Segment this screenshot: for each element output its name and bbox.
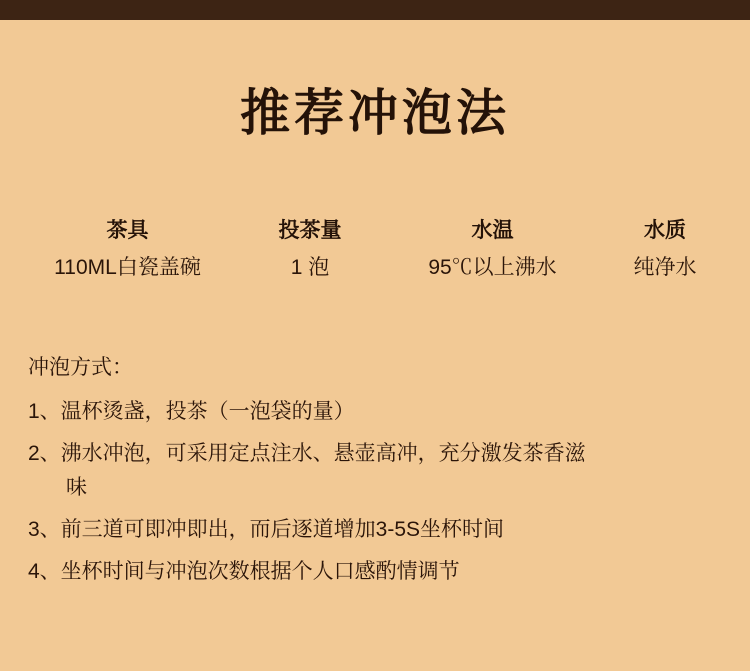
- instruction-line-continued: 味: [66, 475, 87, 499]
- spec-value: 纯净水: [633, 256, 697, 280]
- instructions-heading: 冲泡方式：: [28, 356, 133, 379]
- spec-item-water-temperature: [385, 218, 600, 280]
- page-title: 推荐冲泡法: [240, 83, 510, 142]
- spec-label: 投茶量: [278, 219, 342, 242]
- spec-label: 水质: [644, 219, 686, 242]
- list-item: [28, 513, 728, 547]
- instruction-line: 3、前三道可即冲即出，而后逐道增加3-5S坐杯时间: [28, 517, 505, 541]
- top-divider-bar: [0, 0, 750, 20]
- spec-item-teaware: [20, 218, 235, 280]
- spec-item-tea-amount: [235, 218, 385, 280]
- instruction-line: 4、坐杯时间与冲泡次数根据个人口感酌情调节: [28, 559, 460, 583]
- spec-label: 水温: [471, 219, 514, 242]
- spec-item-water-quality: [600, 218, 730, 280]
- instruction-line: 2、沸水冲泡，可采用定点注水、悬壶高冲，充分激发茶香滋: [28, 441, 586, 465]
- instructions-section: [28, 352, 728, 597]
- list-item: [28, 555, 728, 589]
- spec-value: 1 泡: [290, 256, 330, 280]
- list-item: [28, 437, 728, 505]
- list-item: [28, 395, 728, 429]
- spec-row: [0, 218, 750, 280]
- spec-value: 95℃以上沸水: [428, 256, 557, 280]
- spec-value: 110ML白瓷盖碗: [54, 256, 201, 280]
- spec-label: 茶具: [106, 219, 149, 242]
- instruction-line: 1、温杯烫盏，投茶（一泡袋的量）: [28, 399, 355, 423]
